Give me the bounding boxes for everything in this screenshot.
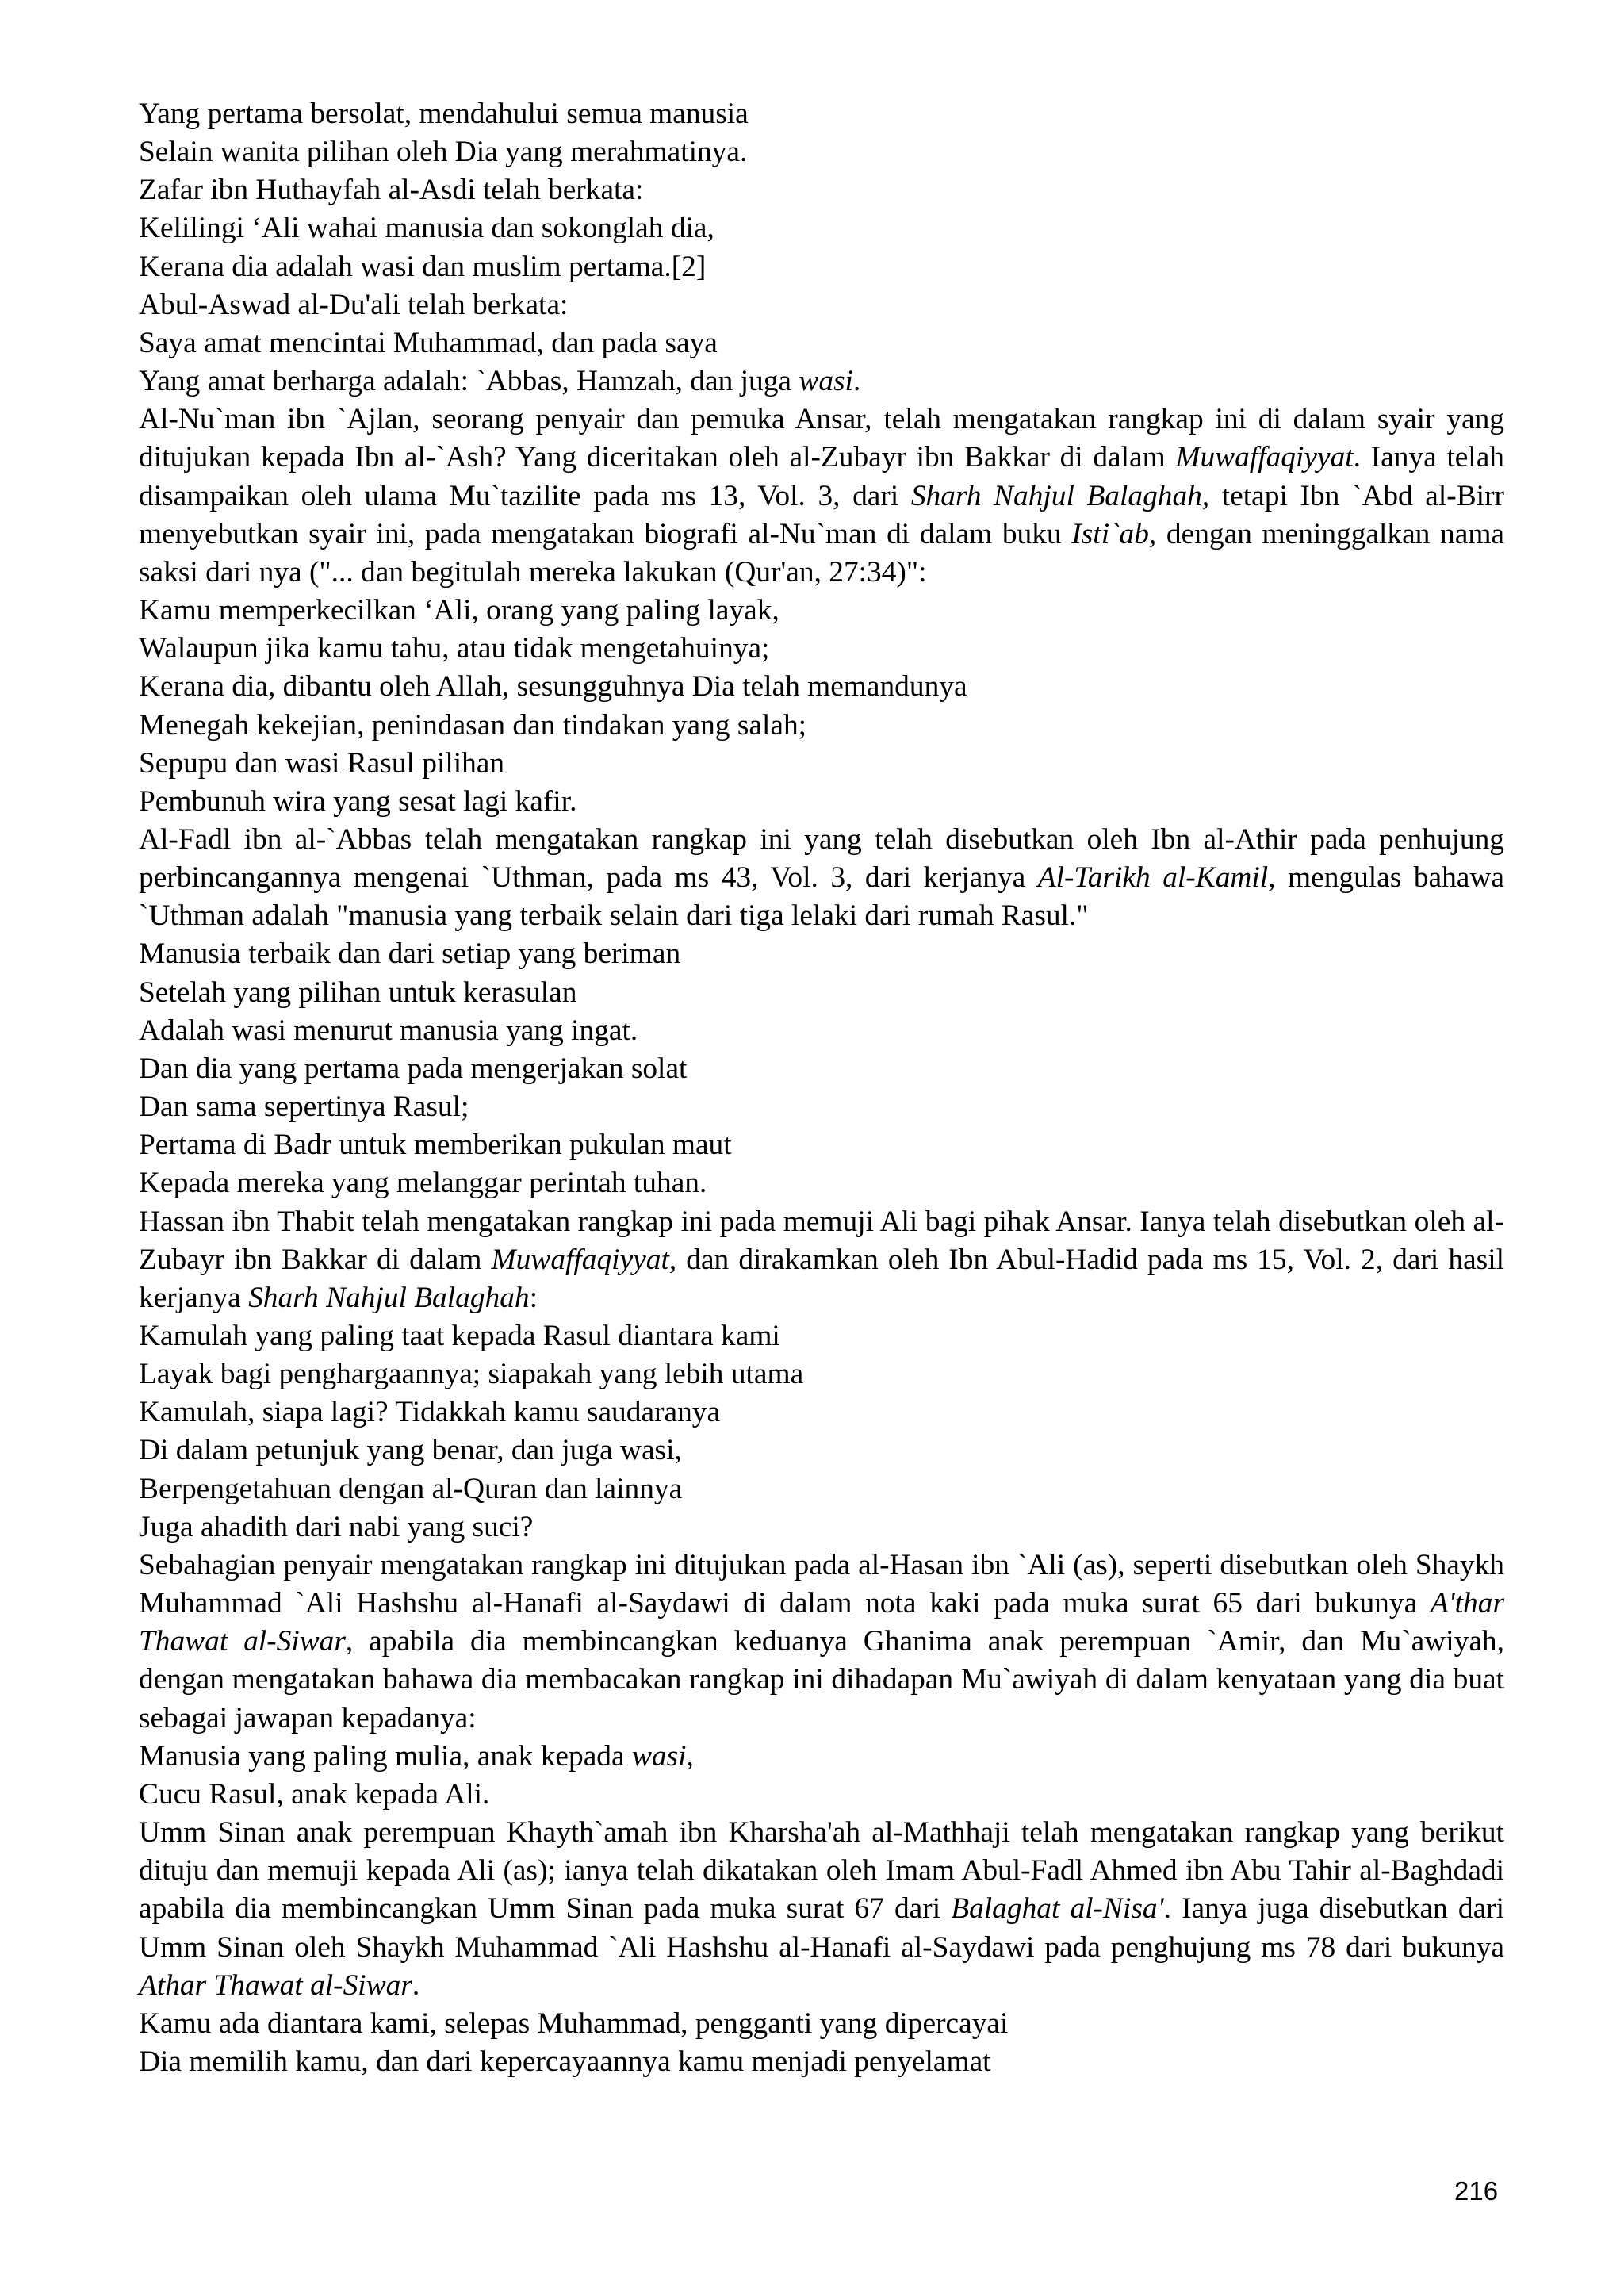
text-run: , tetapi Ibn `Abd al-Birr menyebutkan syair ini, pada mengatakan biografi al-Nu`man di dalam buku [139,479,1504,550]
text-run: Yang pertama bersolat, mendahului semua manusia [139,98,749,130]
verse-line [139,745,1504,783]
verse-line [139,1164,1504,1202]
page-number: 216 [1454,2176,1499,2206]
italic-title: wasi [631,1739,687,1773]
italic-title: Sharh Nahjul Balaghah [248,1281,530,1314]
verse-line [139,1432,1504,1470]
verse-line [139,630,1504,668]
text-run: , apabila dia membincangkan keduanya Ghanima anak perempuan `Amir, dan Mu`awiyah, dengan mengatakan bahawa dia membacakan rangkap ini dihadapan Mu`awiyah di dalam kenyataan yang dia buat sebagai jawapan kepadanya: [139,1625,1504,1734]
paragraph [139,1203,1504,1317]
text-run: Layak bagi penghargaannya; siapakah yang lebih utama [139,1358,804,1391]
text-run: : [529,1281,538,1314]
text-run: Dan sama sepertinya Rasul; [139,1091,469,1124]
text-run: Kelilingi ‘Ali wahai manusia dan sokonglah dia, [139,212,714,245]
text-run: Di dalam petunjuk yang benar, dan juga wasi, [139,1434,682,1467]
text-run: Walaupun jika kamu tahu, atau tidak mengetahuinya; [139,632,770,665]
italic-title: Balaghat al-Nisa' [951,1892,1164,1926]
italic-title: Isti`ab [1071,517,1149,550]
text-run: Selain wanita pilihan oleh Dia yang merahmatinya. [139,136,748,169]
verse-line [139,1355,1504,1393]
verse-line [139,974,1504,1012]
verse-line [139,1317,1504,1355]
verse-line [139,2043,1504,2081]
italic-title: Muwaffaqiyyat [491,1243,669,1276]
verse-line [139,286,1504,324]
verse-line [139,2005,1504,2043]
text-run: . [412,1968,420,2002]
text-run: Kamu memperkecilkan ‘Ali, orang yang paling layak, [139,594,779,627]
text-run: , dan dirakamkan oleh Ibn Abul-Hadid pada ms 15, Vol. 2, dari hasil kerjanya [139,1243,1504,1314]
text-run: Pertama di Badr untuk memberikan pukulan maut [139,1129,732,1162]
text-run: Kamulah, siapa lagi? Tidakkah kamu saudaranya [139,1396,721,1429]
text-run: Abul-Aswad al-Du'ali telah berkata: [139,288,569,321]
text-run: Juga ahadith dari nabi yang suci? [139,1510,534,1543]
verse-line [139,1470,1504,1508]
italic-title: Sharh Nahjul Balaghah [910,479,1202,512]
verse-line [139,1508,1504,1547]
text-run: Yang amat berharga adalah: `Abbas, Hamzah, dan juga [139,365,799,398]
verse-line [139,1050,1504,1088]
paragraph [139,821,1504,935]
verse-line [139,668,1504,706]
text-run: Cucu Rasul, anak kepada Ali. [139,1777,490,1811]
text-run: Dia memilih kamu, dan dari kepercayaannya kamu menjadi penyelamat [139,2045,991,2078]
text-run: Dan dia yang pertama pada mengerjakan solat [139,1052,688,1085]
text-run: . Ianya telah disampaikan oleh ulama Mu`tazilite pada ms 13, Vol. 3, dari [139,441,1504,512]
verse-line [139,248,1504,286]
text-run: Setelah yang pilihan untuk kerasulan [139,976,577,1009]
verse-line [139,324,1504,362]
verse-line [139,935,1504,973]
text-run: Sepupu dan wasi Rasul pilihan [139,746,505,780]
text-run: , dengan meninggalkan nama saksi dari nya ("... dan begitulah mereka lakukan (Qur'an, 27:34)": [139,517,1505,588]
text-run: Kerana dia, dibantu oleh Allah, sesungguhnya Dia telah memandunya [139,670,967,703]
verse-line [139,362,1504,401]
text-run: Berpengetahuan dengan al-Quran dan lainnya [139,1472,683,1505]
verse-line [139,1738,1504,1776]
verse-line [139,1393,1504,1432]
text-run: . Ianya juga disebutkan dari Umm Sinan oleh Shaykh Muhammad `Ali Hashshu al-Hanafi al-Saydawi pada penghujung ms 78 dari bukunya [139,1892,1505,1964]
text-run: Kamulah yang paling taat kepada Rasul diantara kami [139,1320,780,1352]
paragraph [139,401,1504,592]
paragraph [139,1814,1504,2005]
text-run: Menegah kekejian, penindasan dan tindakan yang salah; [139,708,807,742]
italic-title: wasi [799,365,853,398]
verse-line [139,1126,1504,1164]
text-run: Hassan ibn Thabit telah mengatakan rangkap ini pada memuji Ali bagi pihak Ansar. Ianya telah disebutkan oleh al-Zubayr ibn Bakkar di dalam [139,1205,1504,1276]
verse-line [139,171,1504,209]
italic-title: Athar Thawat al-Siwar [139,1968,412,2002]
verse-line [139,592,1504,630]
text-run: , mengulas bahawa `Uthman adalah "manusia yang terbaik selain dari tiga lelaki dari rumah Rasul." [139,861,1504,933]
text-run: Kerana dia adalah wasi dan muslim pertama.[2] [139,250,707,283]
text-run: Sebahagian penyair mengatakan rangkap ini ditujukan pada al-Hasan ibn `Ali (as), seperti disebutkan oleh Shaykh Muhammad `Ali Hashshu al-Hanafi al-Saydawi di dalam nota kaki pada muka surat 65 dari bukunya [139,1548,1504,1620]
paragraph [139,1547,1504,1738]
text-run: Kepada mereka yang melanggar perintah tuhan. [139,1167,707,1200]
italic-title: Muwaffaqiyyat [1175,441,1354,474]
text-run: Manusia yang paling mulia, anak kepada [139,1739,632,1773]
text-run: Umm Sinan anak perempuan Khayth`amah ibn Kharsha'ah al-Mathhaji telah mengatakan rangkap yang berikut dituju dan memuji kepada Ali (as); ianya telah dikatakan oleh Imam Abul-Fadl Ahmed ibn Abu Tahir al-Baghdadi apabila dia membincangkan Umm Sinan pada muka surat 67 dari [139,1816,1504,1926]
verse-line [139,1012,1504,1050]
text-run: Manusia terbaik dan dari setiap yang beriman [139,937,681,971]
document-body [139,95,1504,2081]
verse-line [139,1776,1504,1814]
text-run: Adalah wasi menurut manusia yang ingat. [139,1014,638,1047]
text-run: Saya amat mencintai Muhammad, dan pada saya [139,326,718,359]
text-run: Zafar ibn Huthayfah al-Asdi telah berkata: [139,174,644,207]
verse-line [139,783,1504,821]
text-run: Kamu ada diantara kami, selepas Muhammad, pengganti yang dipercayai [139,2007,1009,2040]
verse-line [139,95,1504,133]
verse-line [139,707,1504,745]
italic-title: A'thar Thawat al-Siwar [139,1587,1504,1658]
text-run: Al-Fadl ibn al-`Abbas telah mengatakan rangkap ini yang telah disebutkan oleh Ibn al-Athir pada penhujung perbincangannya mengenai `Uthman, pada ms 43, Vol. 3, dari kerjanya [139,822,1504,895]
text-run: , [686,1739,694,1773]
verse-line [139,133,1504,171]
verse-line [139,1088,1504,1126]
text-run: Al-Nu`man ibn `Ajlan, seorang penyair dan pemuka Ansar, telah mengatakan rangkap ini di dalam syair yang ditujukan kepada Ibn al-`Ash? Yang diceritakan oleh al-Zubayr ibn Bakkar di dalam [139,403,1504,474]
text-run: Pembunuh wira yang sesat lagi kafir. [139,784,577,818]
italic-title: Al-Tarikh al-Kamil [1037,861,1269,895]
text-run: . [852,365,861,398]
verse-line [139,209,1504,247]
